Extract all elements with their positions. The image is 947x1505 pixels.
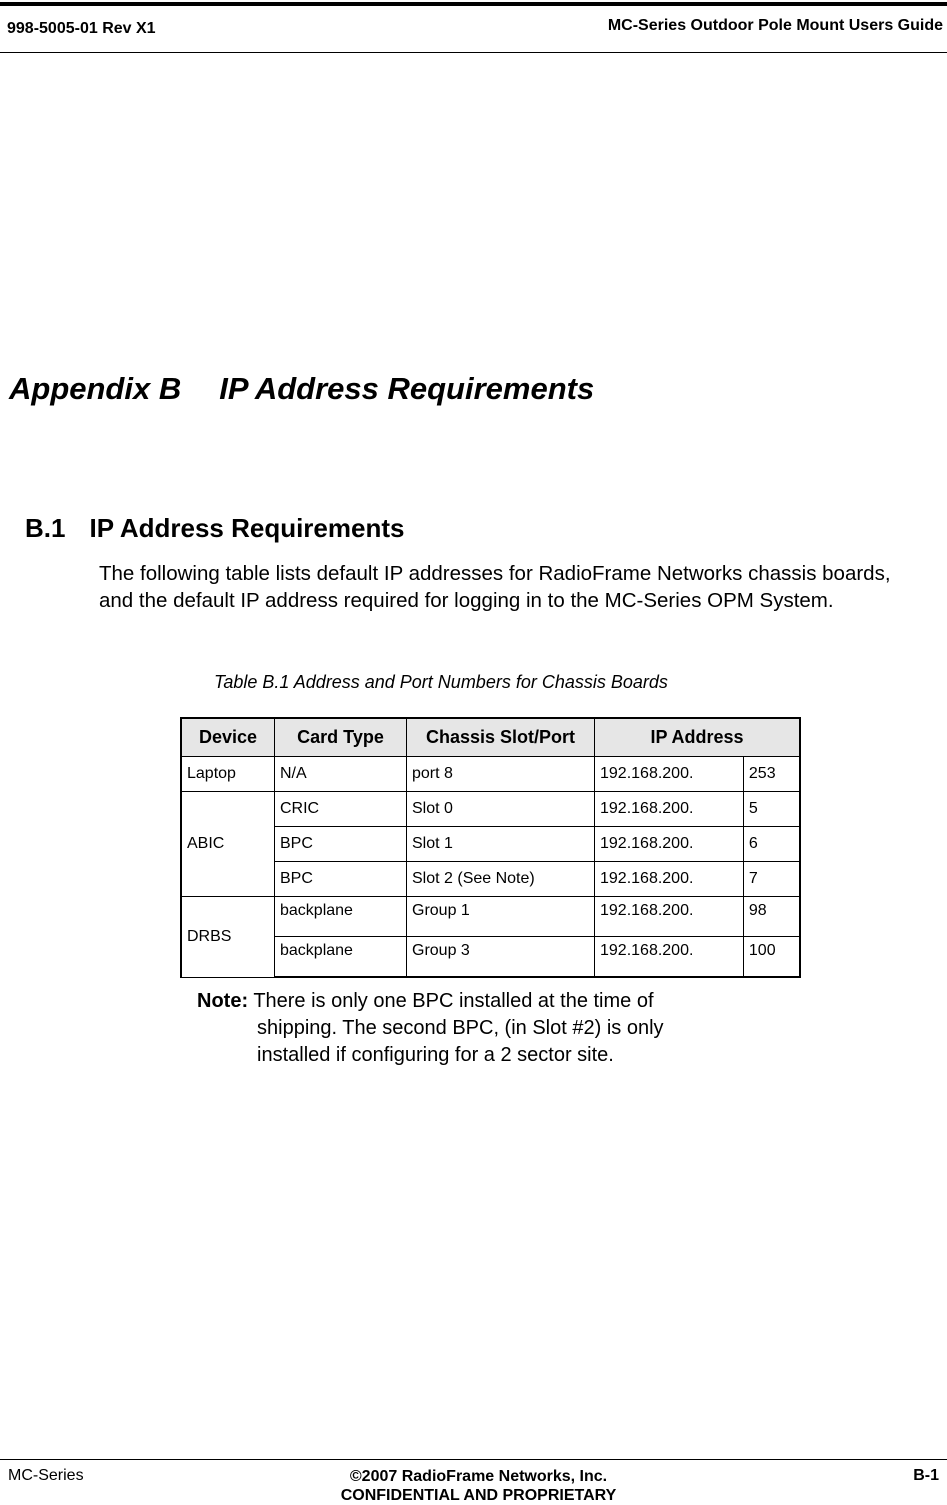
- card-type-cell: BPC: [275, 827, 407, 862]
- device-cell: Laptop: [181, 757, 275, 792]
- device-cell: DRBS: [181, 897, 275, 978]
- ip-host-cell: 253: [743, 757, 800, 792]
- table-row: [181, 897, 800, 937]
- footer-confidential: CONFIDENTIAL AND PROPRIETARY: [340, 1487, 617, 1504]
- ip-address-table: [180, 717, 801, 978]
- header-card-type: Card Type: [275, 718, 407, 757]
- ip-prefix-cell: 192.168.200.: [595, 897, 744, 937]
- note-continuation: shipping. The second BPC, (in Slot #2) is only installed if configuring for a 2 sector site.: [257, 1017, 664, 1066]
- header-ip-address: IP Address: [595, 718, 801, 757]
- card-type-cell: backplane: [275, 897, 407, 937]
- table-row: [181, 757, 800, 792]
- note-first-line: There is only one BPC installed at the time of: [253, 990, 654, 1012]
- slot-cell: port 8: [407, 757, 595, 792]
- ip-host-cell: 6: [743, 827, 800, 862]
- footer-copyright: ©2007 RadioFrame Networks, Inc.: [349, 1468, 608, 1485]
- card-type-cell: N/A: [275, 757, 407, 792]
- ip-prefix-cell: 192.168.200.: [595, 757, 744, 792]
- footer-center: [220, 1467, 737, 1505]
- table-caption: Table B.1 Address and Port Numbers for Chassis Boards: [214, 672, 668, 692]
- section-heading: [25, 513, 404, 544]
- device-cell: ABIC: [181, 792, 275, 897]
- ip-host-cell: 98: [743, 897, 800, 937]
- table-row: [181, 862, 800, 897]
- page-number: B-1: [913, 1467, 939, 1484]
- ip-prefix-cell: 192.168.200.: [595, 827, 744, 862]
- card-type-cell: backplane: [275, 937, 407, 978]
- table-row: [181, 937, 800, 978]
- header-chassis-slot: Chassis Slot/Port: [407, 718, 595, 757]
- footer-rule: [0, 1459, 947, 1460]
- appendix-heading: [9, 371, 594, 407]
- table-row: [181, 827, 800, 862]
- slot-cell: Slot 1: [407, 827, 595, 862]
- note-label: Note:: [197, 990, 249, 1012]
- footer-product: MC-Series: [8, 1467, 84, 1484]
- slot-cell: Slot 0: [407, 792, 595, 827]
- ip-host-cell: 7: [743, 862, 800, 897]
- slot-cell: Slot 2 (See Note): [407, 862, 595, 897]
- ip-prefix-cell: 192.168.200.: [595, 792, 744, 827]
- appendix-title: IP Address Requirements: [219, 371, 595, 406]
- guide-title: MC-Series Outdoor Pole Mount Users Guide: [607, 17, 943, 34]
- header-bottom-rule: [0, 52, 947, 53]
- intro-paragraph: The following table lists default IP addresses for RadioFrame Networks chassis boards, and the default IP address required for logging in to the MC-Series OPM System.: [99, 562, 891, 612]
- slot-cell: Group 1: [407, 897, 595, 937]
- table-note: [197, 988, 737, 1069]
- ip-host-cell: 100: [743, 937, 800, 978]
- appendix-label: Appendix B: [9, 371, 182, 406]
- ip-prefix-cell: 192.168.200.: [595, 862, 744, 897]
- ip-prefix-cell: 192.168.200.: [595, 937, 744, 978]
- card-type-cell: CRIC: [275, 792, 407, 827]
- table-header-row: [181, 718, 800, 757]
- doc-number: 998-5005-01 Rev X1: [7, 20, 156, 37]
- section-title: IP Address Requirements: [89, 513, 405, 543]
- header-top-rule: [0, 2, 947, 6]
- header-device: Device: [181, 718, 275, 757]
- ip-host-cell: 5: [743, 792, 800, 827]
- table-row: [181, 792, 800, 827]
- section-number: B.1: [25, 513, 66, 543]
- slot-cell: Group 3: [407, 937, 595, 978]
- card-type-cell: BPC: [275, 862, 407, 897]
